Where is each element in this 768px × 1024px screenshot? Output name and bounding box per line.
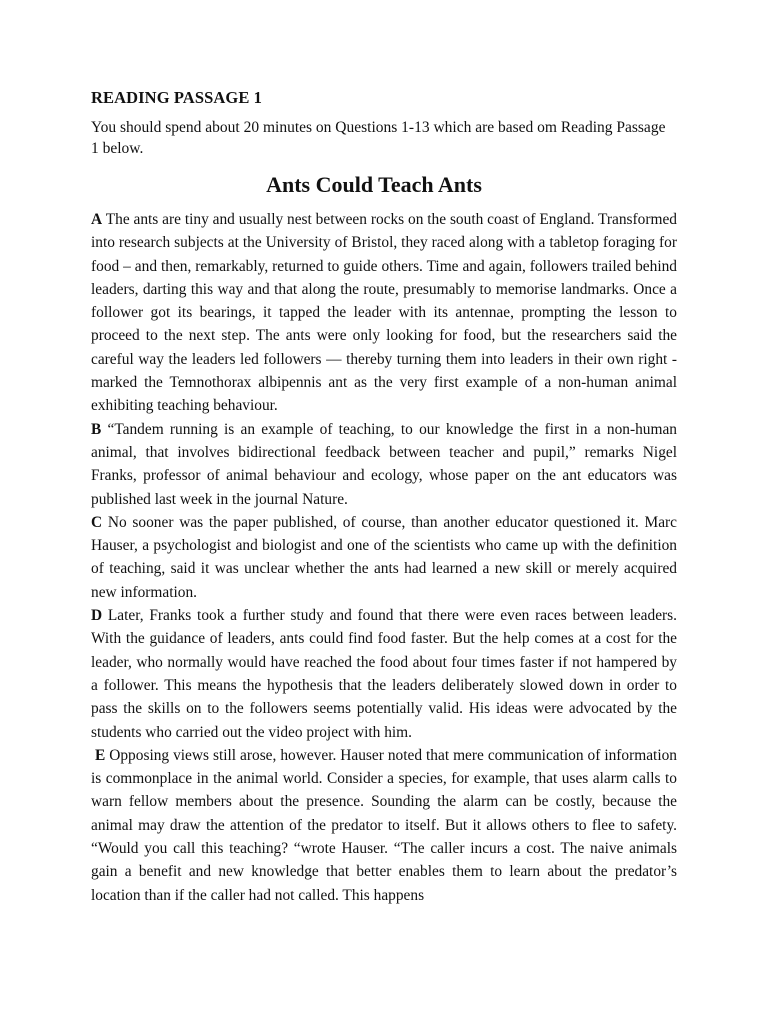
paragraph-letter: C — [91, 513, 103, 531]
instructions-text: You should spend about 20 minutes on Questions 1-13 which are based om Reading Passage 1 below. — [91, 119, 666, 157]
paragraph-c — [91, 511, 677, 604]
paragraph-text: Opposing views still arose, however. Hauser noted that mere communication of information is commonplace in the animal world. Consider a species, for example, that uses alarm calls to warn fellow members about the presence. Sounding the alarm can be costly, because the animal may draw the attention of the predator to itself. But it allows others to flee to safety. “Would you call this teaching? “wrote Hauser. “The caller incurs a cost. The naive animals gain a benefit and new knowledge that better enables them to learn about the predator’s location than if the caller had not called. This happens — [91, 746, 677, 904]
reading-passage-page — [91, 88, 677, 907]
paragraph-letter: B — [91, 420, 102, 438]
paragraph-letter: D — [91, 607, 103, 625]
paragraph-b — [91, 418, 677, 511]
paragraph-letter: A — [91, 211, 103, 228]
paragraph-e — [91, 744, 677, 907]
paragraph-text: Later, Franks took a further study and found that there were even races between leaders. With the guidance of leaders, ants could find food faster. But the help comes at a cost for the leader, who normally would have reached the food about four times faster if not hampered by a follower. This means the hypothesis that the leaders deliberately slowed down in order to pass the skills on to the followers seems potentially valid. His ideas were advocated by the students who carried out the video project with him. — [91, 607, 677, 741]
paragraph-d — [91, 604, 677, 744]
paragraph-a — [91, 208, 677, 418]
paragraph-text: No sooner was the paper published, of course, than another educator questioned it. Marc Hauser, a psychologist and biologist and one of the scientists who came up with the definition of teaching, said it was unclear whether the ants had learned a new skill or merely acquired new information. — [91, 513, 677, 601]
passage-title: Ants Could Teach Ants — [266, 172, 482, 197]
paragraph-text: “Tandem running is an example of teaching, to our knowledge the first in a non-human animal, that involves bidirectional feedback between teacher and pupil,” remarks Nigel Franks, professor of animal behaviour and ecology, whose paper on the ant educators was published last week in the journal Nature. — [91, 420, 677, 508]
paragraph-text: The ants are tiny and usually nest between rocks on the south coast of England. Transformed into research subjects at the University of Bristol, they raced along with a tabletop foraging for food – and then, remarkably, returned to guide others. Time and again, followers trailed behind leaders, darting this way and that along the route, presumably to memorise landmarks. Once a follower got its bearings, it tapped the leader with its antennae, prompting the lesson to proceed to the next step. The ants were only looking for food, but the researchers said the careful way the leaders led followers — thereby turning them into leaders in their own right -marked the Temnothorax albipennis ant as the very first example of a non-human animal exhibiting teaching behaviour. — [91, 211, 677, 415]
paragraph-letter: E — [95, 746, 106, 764]
section-heading: READING PASSAGE 1 — [91, 88, 263, 107]
